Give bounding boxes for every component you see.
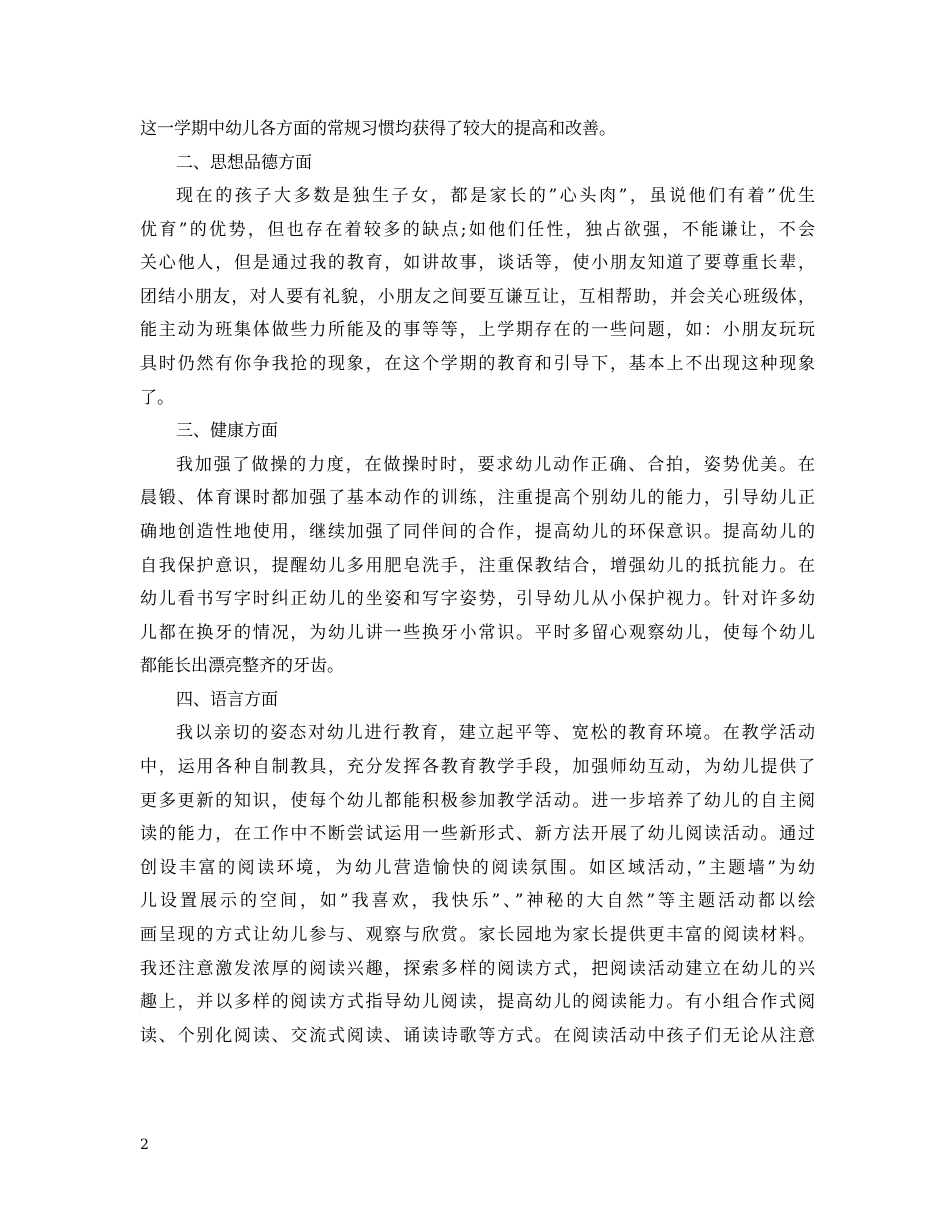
section-heading: 二、思想品德方面 xyxy=(176,153,312,173)
paragraph-line: 这一学期中幼儿各方面的常规习惯均获得了较大的提高和改善。 xyxy=(140,119,616,139)
paragraph-line: 优育”的优势，但也存在着较多的缺点;如他们任性，独占欲强，不能谦让，不会 xyxy=(140,220,815,240)
paragraph-line: 具时仍然有你争我抢的现象，在这个学期的教育和引导下，基本上不出现这种现象 xyxy=(140,354,815,374)
paragraph-line: 自我保护意识，提醒幼儿多用肥皂洗手，注重保教结合，增强幼儿的抵抗能力。在 xyxy=(140,556,815,576)
paragraph-line: 中，运用各种自制教具，充分发挥各教育教学手段，加强师幼互动，为幼儿提供了 xyxy=(140,757,815,777)
paragraph-line: 我还注意激发浓厚的阅读兴趣，探索多样的阅读方式，把阅读活动建立在幼儿的兴 xyxy=(140,959,815,979)
paragraph-line: 关心他人，但是通过我的教育，如讲故事，谈话等，使小朋友知道了要尊重长辈， xyxy=(140,253,815,273)
paragraph-line: 我加强了做操的力度，在做操时时，要求幼儿动作正确、合拍，姿势优美。在 xyxy=(176,455,815,475)
paragraph-line: 更多更新的知识，使每个幼儿都能积极参加教学活动。进一步培养了幼儿的自主阅 xyxy=(140,791,815,811)
paragraph-line: 晨锻、体育课时都加强了基本动作的训练，注重提高个别幼儿的能力，引导幼儿正 xyxy=(140,488,815,508)
section-heading: 四、语言方面 xyxy=(176,690,278,710)
paragraph-line: 儿都在换牙的情况，为幼儿讲一些换牙小常识。平时多留心观察幼儿，使每个幼儿 xyxy=(140,623,815,643)
paragraph-line: 能主动为班集体做些力所能及的事等等，上学期存在的一些问题，如：小朋友玩玩 xyxy=(140,320,815,340)
paragraph-line: 读、个别化阅读、交流式阅读、诵读诗歌等方式。在阅读活动中孩子们无论从注意 xyxy=(140,1026,815,1046)
paragraph-line: 了。 xyxy=(140,388,174,408)
paragraph-line: 创设丰富的阅读环境，为幼儿营造愉快的阅读氛围。如区域活动，”主题墙”为幼 xyxy=(140,858,815,878)
paragraph-line: 趣上，并以多样的阅读方式指导幼儿阅读，提高幼儿的阅读能力。有小组合作式阅 xyxy=(140,992,815,1012)
paragraph-line: 画呈现的方式让幼儿参与、观察与欣赏。家长园地为家长提供更丰富的阅读材料。 xyxy=(140,925,815,945)
section-heading: 三、健康方面 xyxy=(176,421,278,441)
paragraph-line: 都能长出漂亮整齐的牙齿。 xyxy=(140,656,344,676)
page-number: 2 xyxy=(140,1137,149,1153)
paragraph-line: 确地创造性地使用，继续加强了同伴间的合作，提高幼儿的环保意识。提高幼儿的 xyxy=(140,522,815,542)
paragraph-line: 读的能力，在工作中不断尝试运用一些新形式、新方法开展了幼儿阅读活动。通过 xyxy=(140,824,815,844)
paragraph-line: 团结小朋友，对人要有礼貌，小朋友之间要互谦互让，互相帮助，并会关心班级体， xyxy=(140,287,815,307)
paragraph-line: 儿设置展示的空间，如”我喜欢，我快乐”、”神秘的大自然”等主题活动都以绘 xyxy=(140,891,815,911)
paragraph-line: 现在的孩子大多数是独生子女，都是家长的”心头肉”，虽说他们有着”优生 xyxy=(176,186,815,206)
paragraph-line: 我以亲切的姿态对幼儿进行教育，建立起平等、宽松的教育环境。在教学活动 xyxy=(176,723,815,743)
paragraph-line: 幼儿看书写字时纠正幼儿的坐姿和写字姿势，引导幼儿从小保护视力。针对许多幼 xyxy=(140,589,815,609)
